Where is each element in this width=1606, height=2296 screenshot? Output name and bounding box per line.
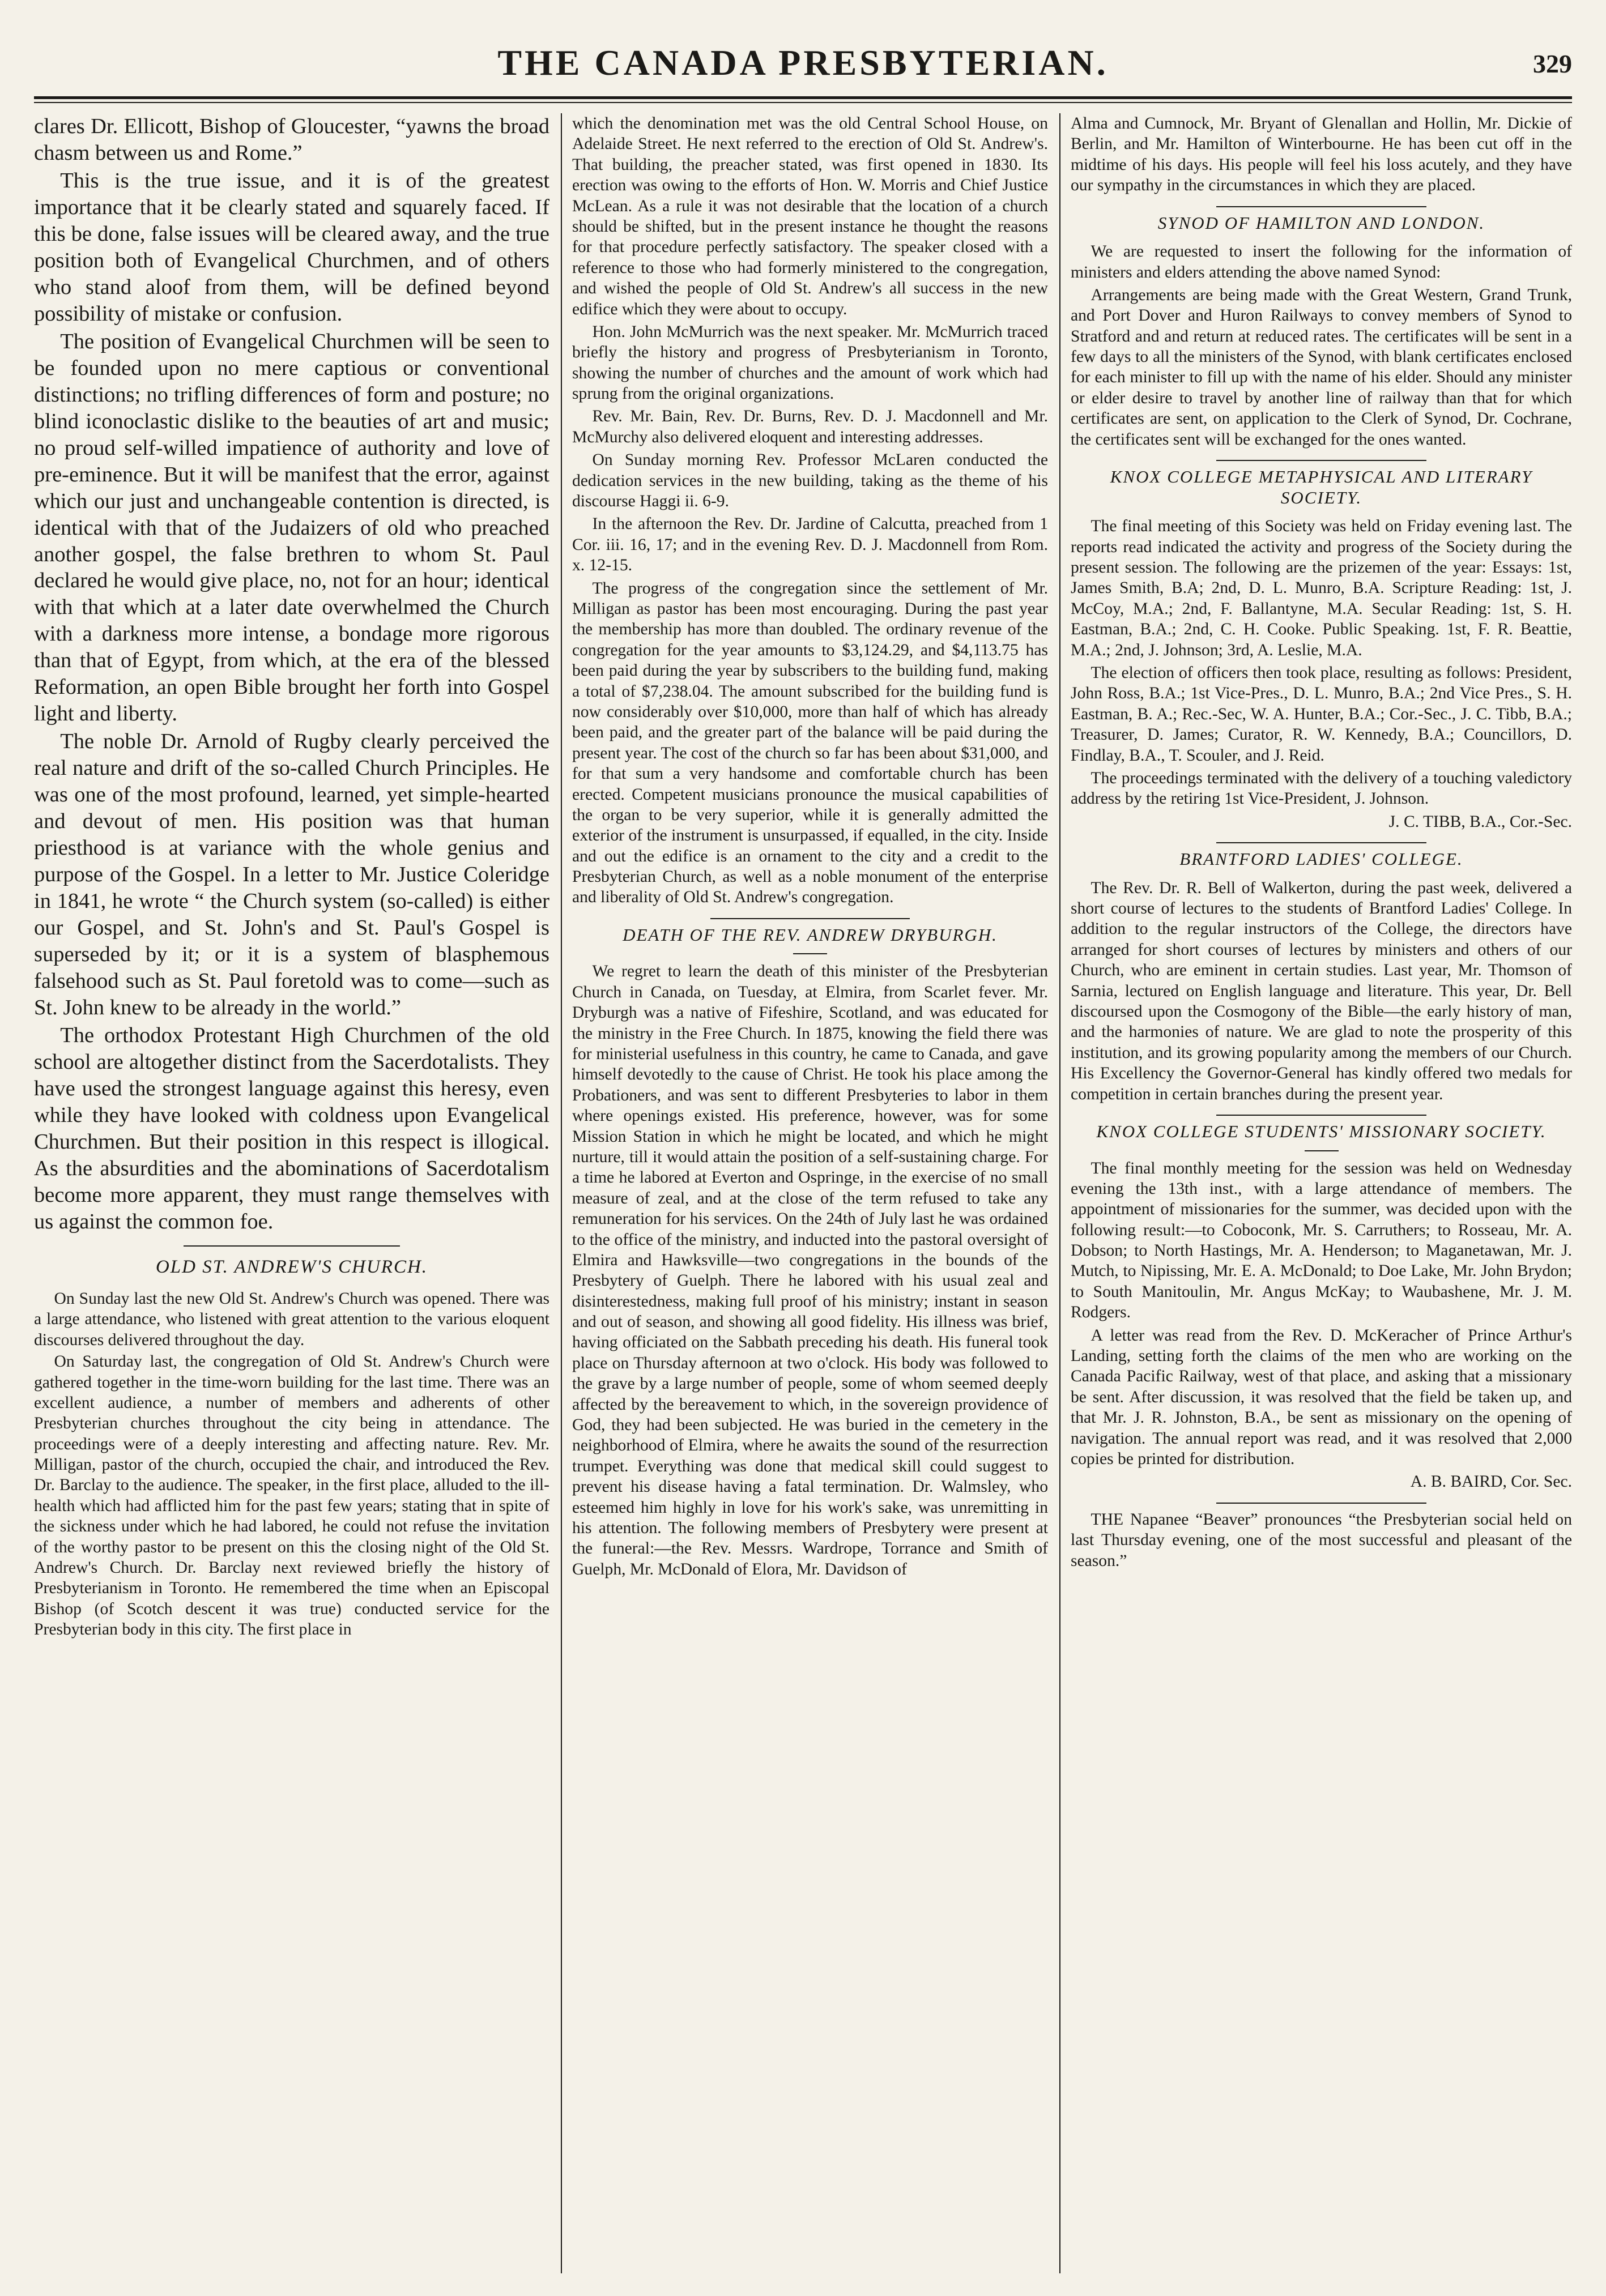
section-rule [184, 1245, 400, 1247]
column-divider [561, 113, 562, 2273]
section-heading-death-of-dryburgh: DEATH OF THE REV. ANDREW DRYBURGH. [623, 924, 998, 945]
section-heading-old-st-andrews: OLD ST. ANDREW'S CHURCH. [155, 1256, 428, 1277]
section-rule [1216, 206, 1427, 207]
old-st-andrews-article [34, 1288, 549, 1640]
section-heading-knox-missionary: KNOX COLLEGE STUDENTS' MISSIONARY SOCIETY. [1096, 1121, 1547, 1141]
section-rule [1216, 1503, 1427, 1504]
signature: A. B. BAIRD, Cor. Sec. [1410, 1473, 1572, 1491]
paragraph: The final monthly meeting for the session was held on Wednesday evening the 13th inst., with a large attendance of members. The appointment of missionaries for the summer, was decided upon with the following result:—to Coboconk, Mr. S. Carruthers; to Rosseau, Mr. A. Dobson; to North Hastings, Mr. A. Henderson; to Maganetawan, Mr. J. Mutch, to Nipissing, Mr. E. A. McDonald; to Doe Lake, Mr. John Brydon; to South Manitoulin, Mr. Angus McKay; to Waubashene, Mr. J. M. Rodgers. [1071, 1159, 1572, 1322]
section-rule [710, 918, 910, 919]
paragraph: The noble Dr. Arnold of Rugby clearly perceived the real nature and drift of the so-called Church Principles. He was one of the most profound, learned, yet simple-hearted and devout of men. His position was that human priesthood is at variance with the whole genius and purpose of the Gospel. In a letter to Mr. Justice Coleridge in 1841, he wrote “ the Church system (so-called) is either our Gospel, and St. John's and St. Paul's Gospel is superseded by it; or it is a system of blasphemous falsehood such as St. Paul foretold was to come—such as St. John knew to be already in the world.” [34, 729, 549, 1019]
masthead-rule [34, 102, 1572, 103]
paragraph: Alma and Cumnock, Mr. Bryant of Glenallan and Hollin, Mr. Dickie of Berlin, and Mr. Hamilton of Winterbourne. He has been cut off in the midtime of his days. His people will feel his loss acutely, and they have our sympathy in the circumstances in which they are placed. [1071, 114, 1572, 195]
paragraph: The position of Evangelical Churchmen will be seen to be founded upon no mere captious or conventional distinctions; no trifling differences of form and posture; no blind iconoclastic dislike to the beauties of art and music; no proud self-willed impatience of authority and love of pre-eminence. But it will be manifest that the error, against which our just and unchangeable contention is directed, is identical with that of the Judaizers of old who preached another gospel, the false brethren to whom St. Paul declared he would give place, no, not for an hour; identical with that which at a later date overwhelmed the Church with a darkness more intense, a bondage more rigorous than that of Egypt, from which, at the era of the blessed Reformation, an open Bible brought her forth into Gospel light and liberty. [34, 329, 549, 726]
paragraph: We are requested to insert the following for the information of ministers and elders attending the above named Synod: [1071, 242, 1572, 281]
short-rule [793, 953, 827, 954]
section-heading-brantford: BRANTFORD LADIES' COLLEGE. [1179, 849, 1463, 869]
paragraph: The orthodox Protestant High Churchmen of the old school are altogether distinct from the Sacerdotalists. They have used the strongest language against this heresy, even while they have looked with coldness upon Evangelical Churchmen. But their position in this respect is illogical. As the absurdities and the abominations of Sacerdotalism become more apparent, they must range themselves with us against the common foe. [34, 1023, 549, 1234]
page-number: 329 [1533, 49, 1572, 78]
paragraph: On Sunday last the new Old St. Andrew's Church was opened. There was a large attendance, who listened with great attention to the various eloquent discourses delivered throughout the day. [34, 1289, 549, 1349]
paragraph: The proceedings terminated with the delivery of a touching valedictory address by the retiring 1st Vice-President, J. Johnson. [1071, 769, 1572, 808]
paragraph: The progress of the congregation since the settlement of Mr. Milligan as pastor has been most encouraging. During the past year the membership has more than doubled. The ordinary revenue of the congregation for the year amounts to $3,124.29, and $4,113.75 has been paid during the year by subscribers to the building fund, making a total of $7,238.04. The amount subscribed for the building fund is now considerably over $10,000, more than half of which has already been paid, and the greater part of the balance will be paid during the present year. The cost of the church so far has been about $31,000, and for that sum a very handsome and comfortable church has been erected. Competent musicians pronounce the musical capabilities of the organ to be very superior, while it is generally admitted the exterior of the instrument is unsurpassed, if equalled, in the city. Inside and out the edifice is an ornament to the city and a credit to the Presbyterian Church, as well as a noble monument of the enterprise and liberality of Old St. Andrew's congregation. [572, 579, 1048, 907]
paragraph: THE Napanee “Beaver” pronounces “the Presbyterian social held on last Thursday evening, one of the most successful and pleasant of the season.” [1071, 1510, 1572, 1570]
paragraph: The election of officers then took place, resulting as follows: President, John Ross, B.A.; 1st Vice-Pres., D. L. Munro, B.A.; 2nd Vice Pres., S. H. Eastman, B. A.; Rec.-Sec, W. A. Hunter, B.A.; Cor.-Sec., J. C. Tibb, B.A.; Treasurer, D. James; Curator, R. W. Kennedy, B.A.; Councillors, D. Findlay, B.A., T. Scouler, and J. Reid. [1071, 663, 1572, 765]
section-rule [1216, 842, 1427, 843]
section-rule [1216, 460, 1427, 461]
page-title: THE CANADA PRESBYTERIAN. [497, 42, 1109, 83]
column-1 [34, 113, 549, 2273]
paragraph: In the afternoon the Rev. Dr. Jardine of Calcutta, preached from 1 Cor. iii. 16, 17; and in the evening Rev. D. J. Macdonnell from Rom. x. 12-15. [572, 515, 1048, 575]
paragraph: On Sunday morning Rev. Professor McLaren conducted the dedication services in the new building, taking as the theme of his discourse Haggi ii. 6-9. [572, 451, 1048, 511]
masthead [34, 34, 1572, 99]
paragraph: which the denomination met was the old Central School House, on Adelaide Street. He next referred to the erection of Old St. Andrew's. That building, the preacher stated, was first opened in 1830. Its erection was owing to the efforts of Hon. W. Morris and Chief Justice McLean. As a rule it was not desirable that the location of a church should be shifted, but in the present instance he thought the reasons for that procedure perfectly satisfactory. The speaker closed with a reference to those who had formerly ministered to the congregation, and wished the people of Old St. Andrew's all success in the new edifice which they were about to occupy. [572, 114, 1048, 318]
paragraph: This is the true issue, and it is of the greatest importance that it be clearly stated and squarely faced. If this be done, false issues will be cleared away, and the true position both of Evangelical Churchmen, and of others who stand aloof from them, will be defined beyond possibility of mistake or confusion. [34, 168, 549, 326]
section-heading-knox-literary: KNOX COLLEGE METAPHYSICAL AND LITERARY SOCIETY. [1110, 467, 1533, 507]
paragraph: Arrangements are being made with the Great Western, Grand Trunk, and Port Dover and Huron Railways to convey members of Synod to Stratford and and return at reduced rates. The certificates will be sent in a few days to all the ministers of the Synod, with blank certificates enclosed for each minister to fill up with the name of his elder. Should any minister or elder desire to travel by another line of railway than that for which certificates are sent, on application to the Clerk of Synod, Dr. Cochrane, the certificates sent will be exchanged for the ones wanted. [1071, 285, 1572, 449]
paragraph: The Rev. Dr. R. Bell of Walkerton, during the past week, delivered a short course of lectures to the students of Brantford Ladies' College. In addition to the regular instructors of the College, the directors have arranged for short courses of lectures by ministers and others of our Church, who are eminent in certain studies. Last year, Mr. Thomson of Sarnia, lectured on English language and literature. This year, Dr. Bell discoursed upon the Cosmogony of the Bible—the early history of man, and the harmonies of nature. We are glad to note the prosperity of this institution, and its growing popularity among the members of our Church. His Excellency the Governor-General has kindly offered two medals for competition in certain branches during the present year. [1071, 878, 1572, 1103]
column-2 [572, 113, 1048, 2273]
column-3 [1071, 113, 1572, 2273]
section-heading-synod: SYNOD OF HAMILTON AND LONDON. [1157, 212, 1485, 233]
paragraph: A letter was read from the Rev. D. McKeracher of Prince Arthur's Landing, setting forth the claims of the men who are working on the Canada Pacific Railway, west of that place, and asking that a missionary be sent. After discussion, it was resolved that the field be taken up, and that Mr. J. R. Johnston, B.A., be sent as missionary on the opening of navigation. The annual report was read, and it was resolved that 2,000 copies be printed for distribution. [1071, 1326, 1572, 1468]
paragraph: clares Dr. Ellicott, Bishop of Gloucester, “yawns the broad chasm between us and Rome.” [34, 114, 549, 165]
paragraph: Hon. John McMurrich was the next speaker. Mr. McMurrich traced briefly the history and progress of Presbyterianism in Toronto, showing the number of churches and the amount of work which had sprung from the original organizations. [572, 322, 1048, 403]
short-rule [1305, 1150, 1339, 1151]
paragraph: The final meeting of this Society was held on Friday evening last. The reports read indicated the activity and progress of the Society during the present session. The following are the prizemen of the year: Essays: 1st, James Smith, B.A; 2nd, D. L. Munro, B.A. Scripture Reading: 1st, J. McCoy, M.A.; 2nd, F. Ballantyne, M.A. Secular Reading: 1st, S. H. Eastman, B.A.; 2nd, C. H. Cooke. Public Speaking. 1st, F. R. Beattie, M.A.; 2nd, J. Johnson; 3rd, A. Leslie, M.A. [1071, 517, 1572, 659]
signature: J. C. TIBB, B.A., Cor.-Sec. [1388, 812, 1572, 831]
paragraph: We regret to learn the death of this minister of the Presbyterian Church in Canada, on Tuesday, at Elmira, from Scarlet fever. Mr. Dryburgh was a native of Fifeshire, Scotland, and was educated for the ministry in the Free Church. In 1875, knowing the field there was for ministerial usefulness in this country, he came to Canada, and gave himself devotedly to the cause of Christ. He took his place among the Probationers, and was sent to different Presbyteries to labor in them where openings existed. His preference, however, was for some Mission Station in which he might be located, and which he might nurture, till it would attain the position of a self-sustaining charge. For a time he labored at Everton and Ospringe, in the exercise of no small measure of zeal, and at the close of the term refused to take any remuneration for his services. On the 24th of July last he was ordained to the office of the ministry, and inducted into the pastoral oversight of Elmira and Hawksville—two congregations in the bounds of the Presbytery of Guelph. There he labored with his usual zeal and disinterestedness, making full proof of his ministry; instant in season and out of season, and showing all good fidelity. His illness was brief, having officiated on the Sabbath preceding his death. His funeral took place on Thursday afternoon at two o'clock. His body was followed to the grave by a large number of people, some of whom seemed deeply affected by the bereavement to which, in the sovereign providence of God, they had been subjected. He was buried in the cemetery in the neighborhood of Elmira, where he awaits the sound of the resurrection trumpet. Everything was done that medical skill could suggest to prevent his disease having a fatal termination. Dr. Walmsley, who esteemed him highly in love for his work's sake, was unremitting in his attention. The following members of Presbytery were present at the funeral:—the Rev. Messrs. Wardrope, Torrance and Smith of Guelph, Mr. McDonald of Elora, Mr. Davidson of [572, 962, 1048, 1578]
paragraph: On Saturday last, the congregation of Old St. Andrew's Church were gathered together in the time-worn building for the last time. There was an excellent audience, a number of members and adherents of other Presbyterian churches throughout the city being in attendance. The proceedings were of a deeply interesting and affecting nature. Rev. Mr. Milligan, pastor of the church, occupied the chair, and introduced the Rev. Dr. Barclay to the audience. The speaker, in the first place, alluded to the ill-health which had afflicted him for the past few years; stating that in spite of the sickness under which he had labored, he could not refuse the invitation of the worthy pastor to be present on this the closing night of the Old St. Andrew's Church. Dr. Barclay next reviewed briefly the history of Presbyterianism in Toronto. He remembered the time when an Episcopal Bishop (of Scotch descent it was true) conducted service for the Presbyterian body in this city. The first place in [34, 1352, 549, 1639]
section-rule [1216, 1115, 1427, 1116]
column-divider [1059, 113, 1060, 2273]
paragraph: Rev. Mr. Bain, Rev. Dr. Burns, Rev. D. J. Macdonnell and Mr. McMurchy also delivered eloquent and interesting addresses. [572, 407, 1048, 446]
